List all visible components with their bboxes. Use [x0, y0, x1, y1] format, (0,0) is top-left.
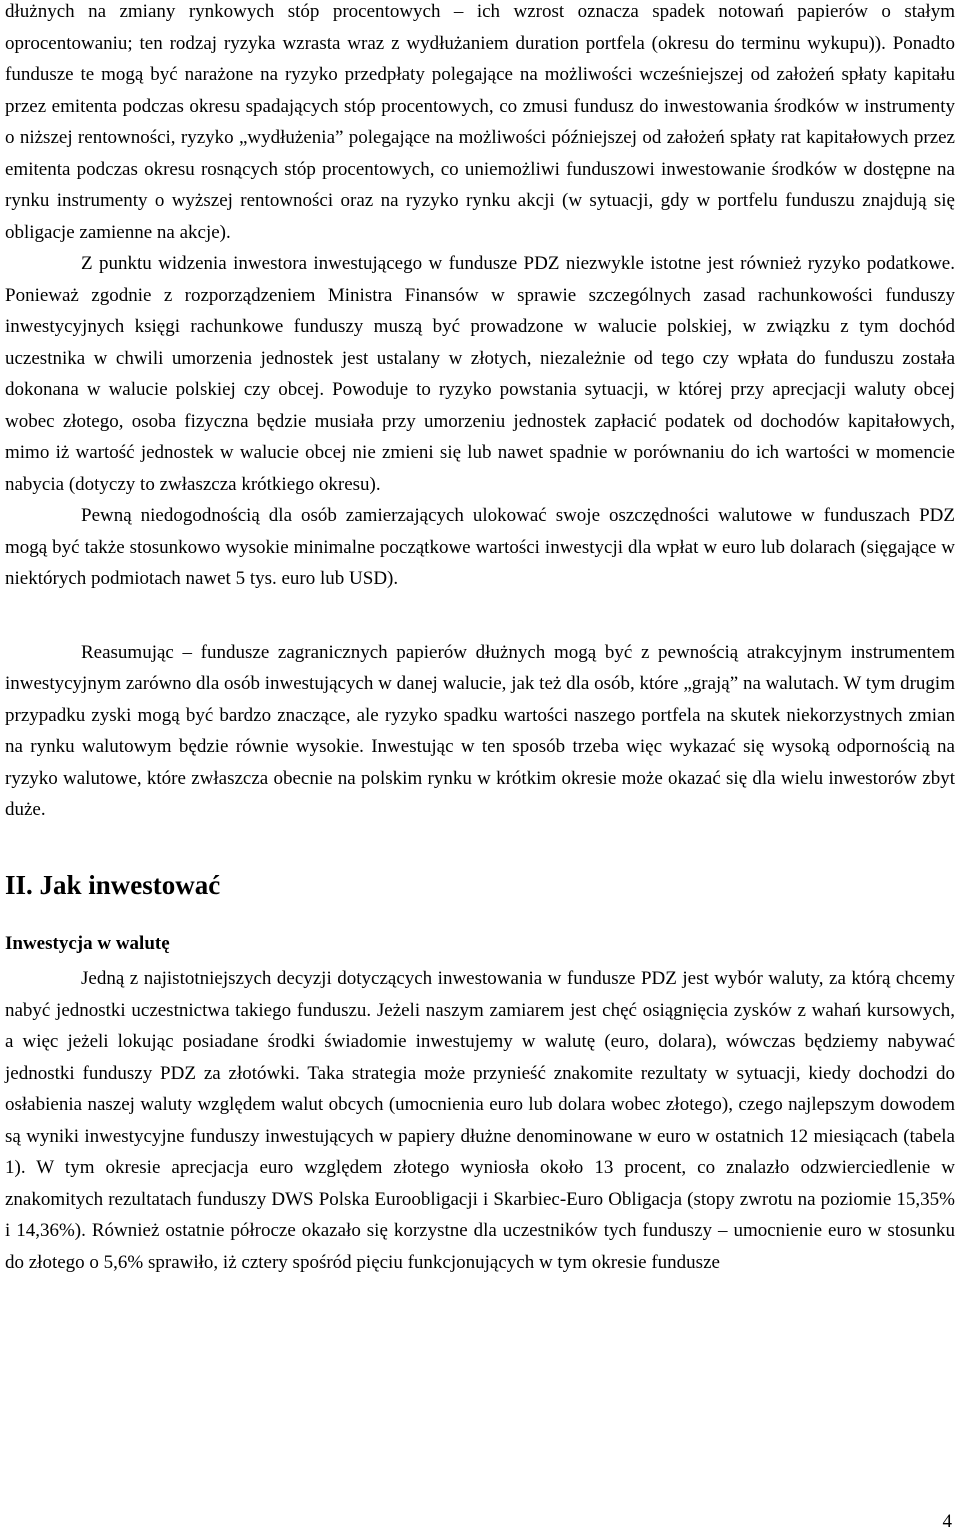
section-heading: II. Jak inwestować [5, 869, 221, 900]
body-paragraph: Z punktu widzenia inwestora inwestującego w fundusze PDZ niezwykle istotne jest również ryzyko podatkowe. Ponieważ zgodnie z rozporządzeniem Ministra Finansów w sprawie szczególnych zasad rachunkowości funduszy inwestycyjnych księgi rachunkowe funduszy muszą być prowadzone w walucie polskiej, w związku z tym dochód uczestnika w chwili umorzenia jednostek jest ustalany w złotych, niezależnie od tego czy wpłata do funduszu została dokonana w walucie polskiej czy obcej. Powoduje to ryzyko powstania sytuacji, w której przy aprecjacji waluty obcej wobec złotego, osoba fizyczna będzie musiała przy umorzeniu jednostek zapłacić podatek od dochodów kapitałowych, mimo iż wartość jednostek w walucie obcej nie zmieni się lub nawet spadnie w porównaniu do ich wartości w momencie nabycia (dotyczy to zwłaszcza krótkiego okresu). [5, 253, 955, 495]
page-number: 4 [942, 1511, 952, 1532]
summary-paragraph: Reasumując – fundusze zagranicznych papierów dłużnych mogą być z pewnością atrakcyjnym instrumentem inwestycyjnym zarówno dla osób inwestujących w danej walucie, jak też dla osób, które „grają” na walutach. W tym drugim przypadku zyski mogą być bardzo znaczące, ale ryzyko spadku wartości naszego portfela na skutek niekorzystnych zmian na rynku walutowym będzie równie wysokie. Inwestując w ten sposób trzeba więc wykazać się wysoką odpornością na ryzyko walutowe, które zwłaszcza obecnie na polskim rynku w krótkim okresie może okazać się dla wielu inwestorów zbyt duże. [5, 641, 955, 820]
subsection-heading: Inwestycja w walutę [5, 932, 170, 954]
body-paragraph: Pewną niedogodnością dla osób zamierzających ulokować swoje oszczędności walutowe w funduszach PDZ mogą być także stosunkowo wysokie minimalne początkowe wartości inwestycji dla wpłat w euro lub dolarach (sięgające w niektórych podmiotach nawet 5 tys. euro lub USD). [5, 505, 955, 589]
document-page [5, 0, 955, 1278]
body-paragraph: dłużnych na zmiany rynkowych stóp procentowych – ich wzrost oznacza spadek notowań papierów o stałym oprocentowaniu; ten rodzaj ryzyka wzrasta wraz z wydłużaniem duration portfela (okresu do terminu wykupu)). Ponadto fundusze te mogą być narażone na ryzyko przedpłaty polegające na możliwości wcześniejszej od założeń spłaty kapitału przez emitenta podczas okresu spadających stóp procentowych, co zmusi fundusz do inwestowania środków w instrumenty o niższej rentowności, ryzyko „wydłużenia” polegające na możliwości późniejszej od założeń spłaty rat kapitałowych przez emitenta podczas okresu rosnących stóp procentowych, co uniemożliwi funduszowi inwestowanie środków w dostępne na rynku instrumenty o wyższej rentowności oraz na ryzyko rynku akcji (w sytuacji, gdy w portfelu funduszu znajdują się obligacje zamienne na akcje). [5, 1, 955, 243]
body-paragraph: Jedną z najistotniejszych decyzji dotyczących inwestowania w fundusze PDZ jest wybór waluty, za którą chcemy nabyć jednostki uczestnictwa takiego funduszu. Jeżeli naszym zamiarem jest chęć osiągnięcia zysków z wahań kursowych, a więc jeżeli lokując posiadane środki świadomie inwestujemy w walutę (euro, dolara), wówczas będziemy nabywać jednostki funduszy PDZ za złotówki. Taka strategia może przynieść znakomite rezultaty w sytuacji, kiedy dochodzi do osłabienia naszej waluty względem walut obcych (umocnienia euro lub dolara wobec złotego), czego najlepszym dowodem są wyniki inwestycyjne funduszy inwestujących w papiery dłużne denominowane w euro w ostatnich 12 miesiącach (tabela 1). W tym okresie aprecjacja euro względem złotego wyniosła około 13 procent, co znalazło odzwierciedlenie w znakomitych rezultatach funduszy DWS Polska Euroobligacji i Skarbiec-Euro Obligacja (stopy zwrotu na poziomie 15,35% i 14,36%). Również ostatnie półrocze okazało się korzystne dla uczestników tych funduszy – umocnienie euro w stosunku do złotego o 5,6% sprawiło, iż cztery spośród pięciu funkcjonujących w tym okresie fundusze [5, 968, 955, 1273]
